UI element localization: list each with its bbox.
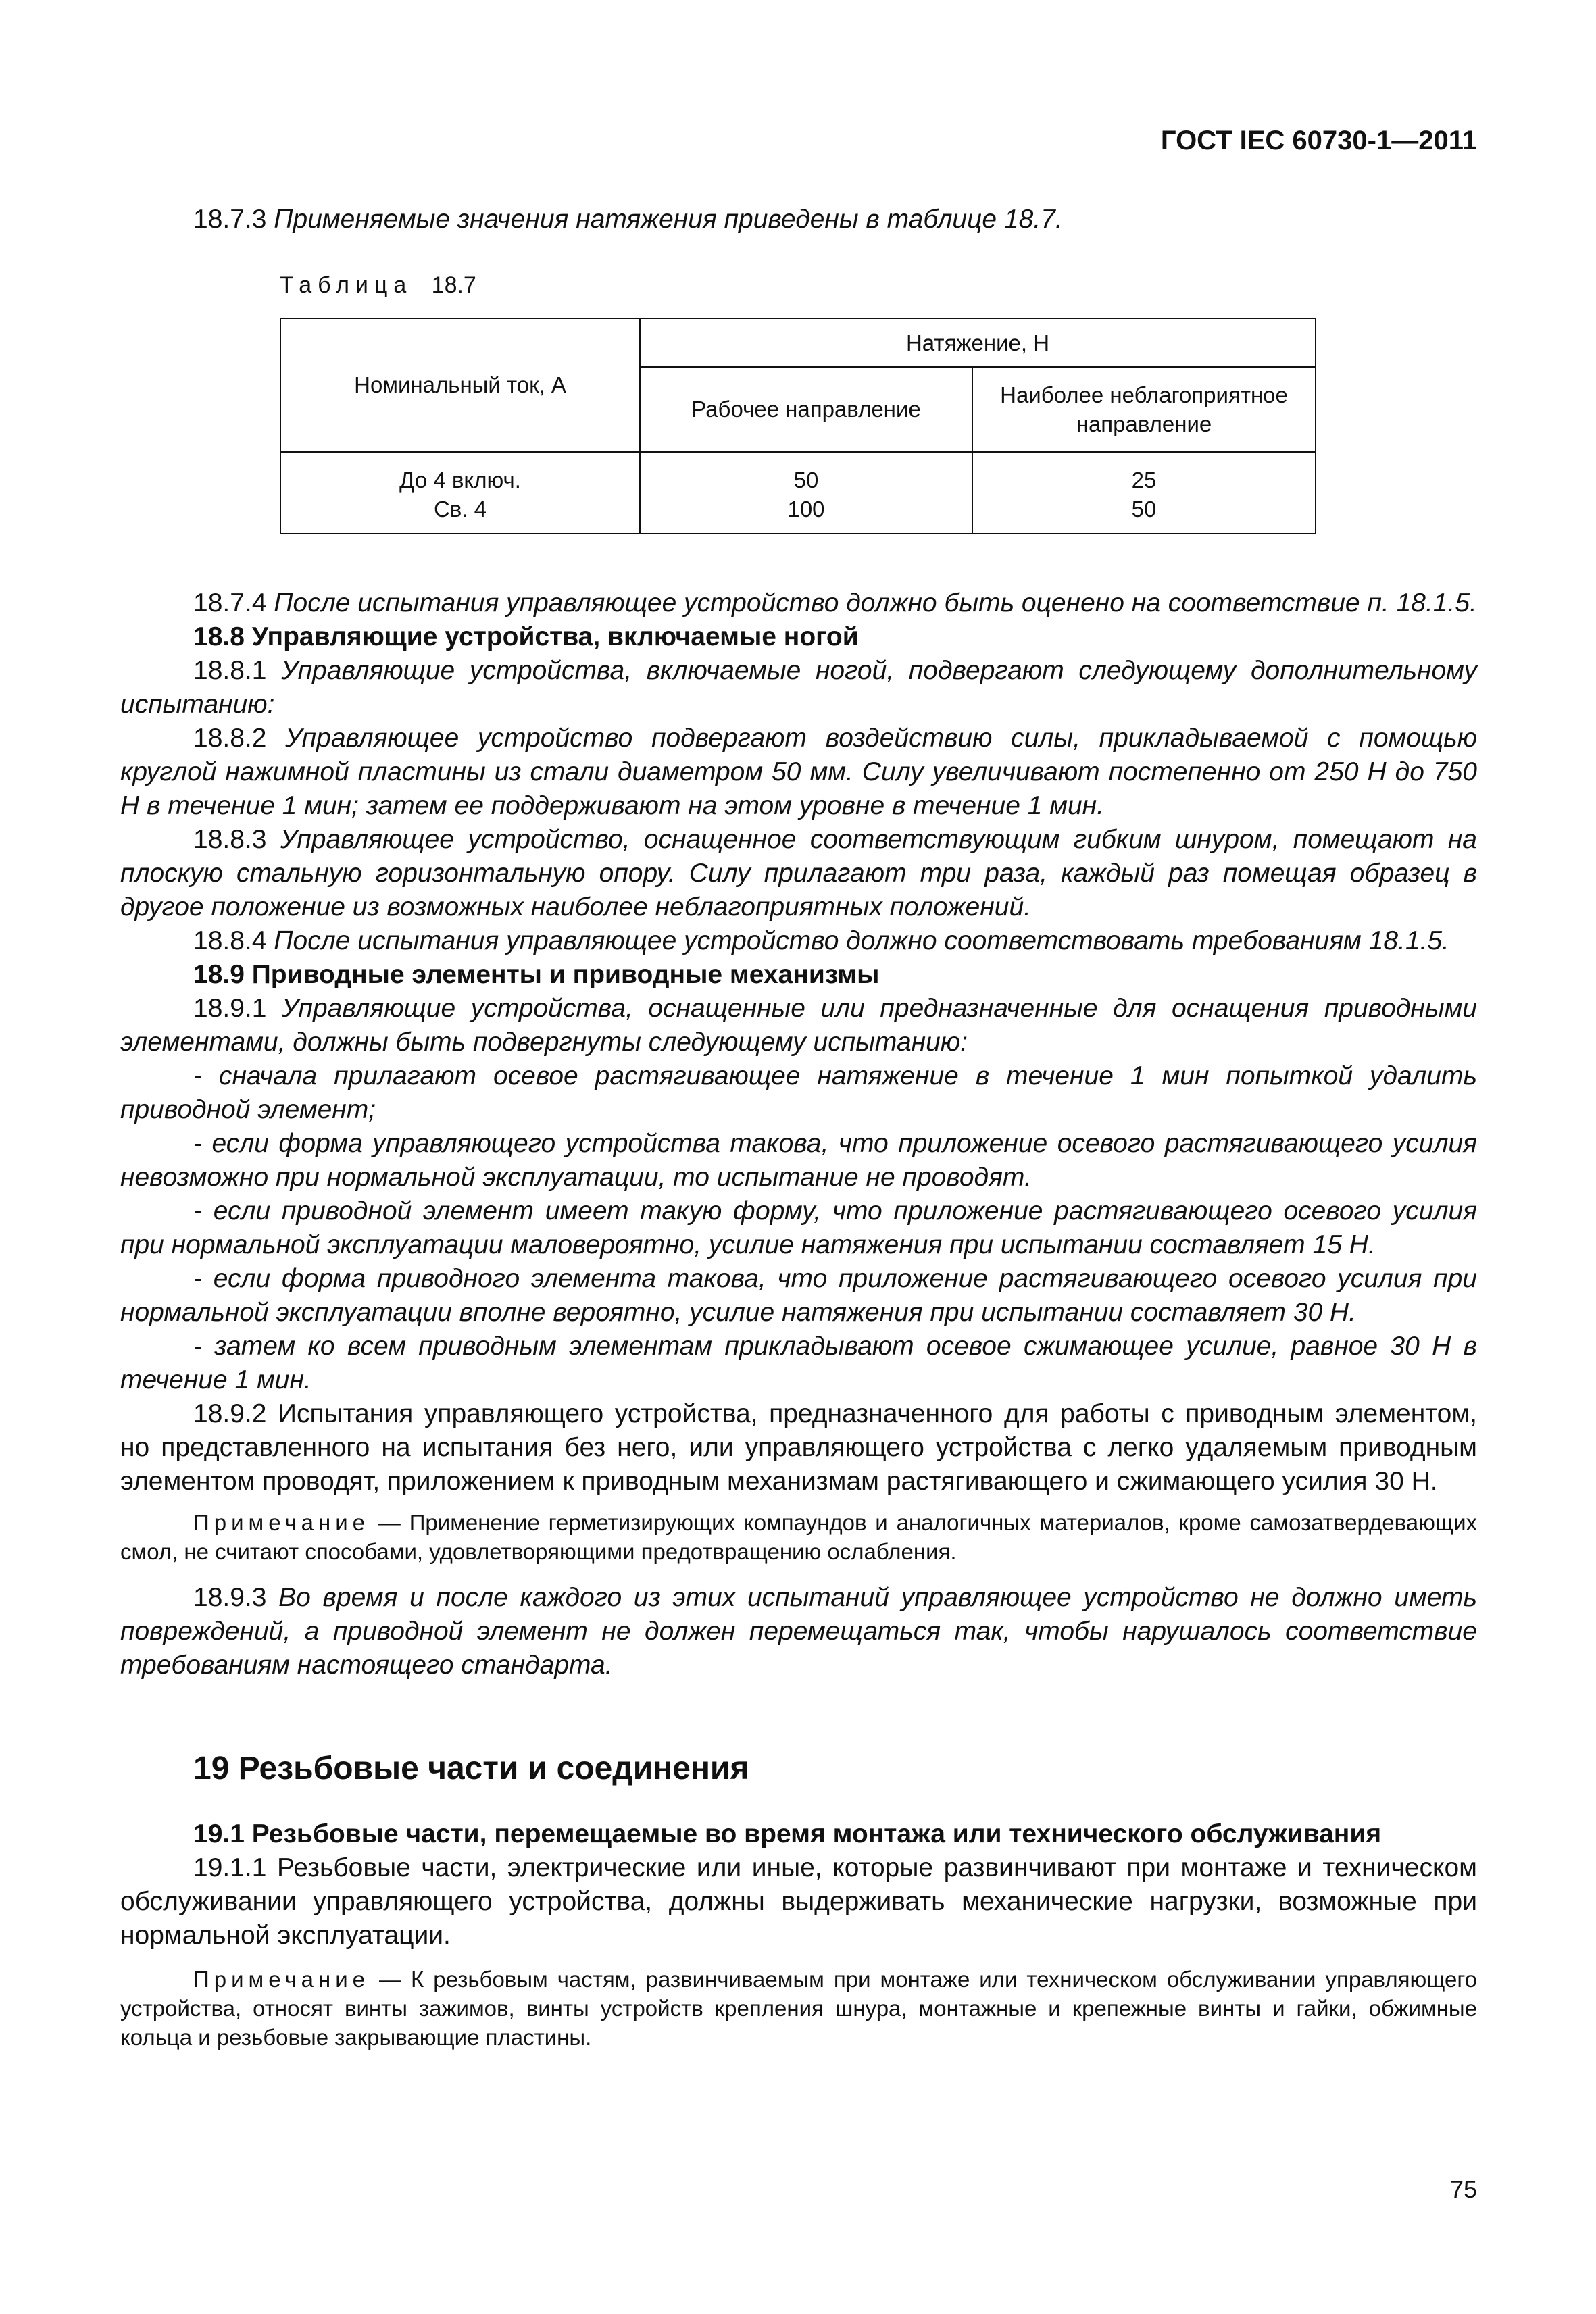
list-item: - затем ко всем приводным элементам прикладывают осевое сжимающее усилие, равное 30 Н в течение 1 мин. xyxy=(120,1332,1477,1394)
document-id-header: ГОСТ IEC 60730-1—2011 xyxy=(1160,126,1477,155)
header-tension-group: Натяжение, Н xyxy=(640,318,1316,367)
paragraph-18-9-3: 18.9.3 Во время и после каждого из этих испытаний управляющее устройство не должно иметь повреждений, а приводной элемент не должен перемещаться так, чтобы нарушалось соответствие требованиям настоящего стандарта. xyxy=(120,1583,1477,1680)
table-caption-number: 18.7 xyxy=(431,272,476,298)
note-label: Примечание xyxy=(193,1967,370,1992)
list-item: - если приводной элемент имеет такую форму, что приложение растягивающего осевого усилия при нормальной эксплуатации маловероятно, усилие натяжения при испытании составляет 15 Н. xyxy=(120,1197,1477,1259)
paragraph-18-8-2: 18.8.2 Управляющее устройство подвергают воздействию силы, прикладываемой с помощью круглой нажимной пластины из стали диаметром 50 мм. Силу увеличивают постепенно от 250 Н до 750 Н в течение 1 мин; затем ее поддерживают на этом уровне в течение 1 мин. xyxy=(120,724,1477,820)
paragraph-19-1-1: 19.1.1 Резьбовые части, электрические или иные, которые развинчивают при монтаже и техническом обслуживании управляющего устройства, должны выдерживать механические нагрузки, возможные при нормальной эксплуатации. xyxy=(120,1853,1477,1950)
note-sealing-compounds xyxy=(120,1508,1477,1566)
paragraph-18-7-4: 18.7.4 После испытания управляющее устройство должно быть оценено на соответствие п. 18.1.5. xyxy=(193,588,1477,618)
paragraph-18-8-4: 18.8.4 После испытания управляющее устройство должно соответствовать требованиям 18.1.5. xyxy=(193,926,1449,955)
section-19-heading: 19 Резьбовые части и соединения xyxy=(193,1751,749,1786)
note-text: — Применение герметизирующих компаундов и аналогичных материалов, кроме самозатвердевающих смол, не считают способами, удовлетворяющими предотвращению ослабления. xyxy=(120,1510,1477,1564)
table-cell-worst: 25 50 xyxy=(972,452,1316,534)
list-item: - сначала прилагают осевое растягивающее натяжение в течение 1 мин попыткой удалить приводной элемент; xyxy=(120,1061,1477,1124)
section-19-body xyxy=(120,1817,1477,2052)
header-worst-direction: Наиболее неблагоприятное направление xyxy=(972,367,1316,452)
header-working-direction: Рабочее направление xyxy=(640,367,972,452)
list-item: - если форма управляющего устройства такова, что приложение осевого растягивающего усилия невозможно при нормальной эксплуатации, то испытание не проводят. xyxy=(120,1129,1477,1192)
page-number: 75 xyxy=(1449,2175,1477,2203)
list-item: - если форма приводного элемента такова, что приложение растягивающего осевого усилия при нормальной эксплуатации вполне вероятно, усилие натяжения при испытании составляет 30 Н. xyxy=(120,1264,1477,1327)
table-cell-working: 50 100 xyxy=(640,452,972,534)
tension-table xyxy=(280,318,1316,534)
paragraph-18-7-3 xyxy=(120,203,1477,236)
clause-text: Применяемые значения натяжения приведены в таблице 18.7. xyxy=(274,205,1063,234)
heading-18-8: 18.8 Управляющие устройства, включаемые ногой xyxy=(193,622,859,651)
heading-19-1: 19.1 Резьбовые части, перемещаемые во время монтажа или технического обслуживания xyxy=(193,1819,1382,1848)
clause-number: 18.7.3 xyxy=(193,205,267,234)
table-caption xyxy=(280,272,476,299)
paragraph-18-8-3: 18.8.3 Управляющее устройство, оснащенное соответствующим гибким шнуром, помещают на плоскую стальную горизонтальную опору. Силу прилагают три раза, каждый раз помещая образец в другое положение из возможных наиболее неблагоприятных положений. xyxy=(120,825,1478,922)
header-nominal-current: Номинальный ток, А xyxy=(280,318,640,452)
heading-18-9: 18.9 Приводные элементы и приводные механизмы xyxy=(193,960,880,989)
paragraph-18-9-1: 18.9.1 Управляющие устройства, оснащенные или предназначенные для оснащения приводными элементами, должны быть подвергнуты следующему испытанию: xyxy=(120,994,1477,1057)
table-cell-current: До 4 включ. Св. 4 xyxy=(280,452,640,534)
note-threaded-parts xyxy=(120,1965,1477,2052)
section-18-body xyxy=(120,586,1477,1682)
note-text: — К резьбовым частям, развинчиваемым при монтаже или техническом обслуживании управляющего устройства, относят винты зажимов, винты устройств крепления шнура, монтажные и крепежные винты и гайки, обжимные кольца и резьбовые закрывающие пластины. xyxy=(120,1967,1477,2050)
paragraph-18-8-1: 18.8.1 Управляющие устройства, включаемые ногой, подвергают следующему дополнительному испытанию: xyxy=(120,656,1477,719)
note-label: Примечание xyxy=(193,1510,370,1535)
table-caption-word: Таблица xyxy=(280,272,413,298)
paragraph-18-9-2: 18.9.2 Испытания управляющего устройства, предназначенного для работы с приводным элементом, но представленного на испытания без него, или управляющего устройства с легко удаляемым приводным элементом проводят, приложением к приводным механизмам растягивающего и сжимающего усилия 30 Н. xyxy=(120,1399,1477,1496)
